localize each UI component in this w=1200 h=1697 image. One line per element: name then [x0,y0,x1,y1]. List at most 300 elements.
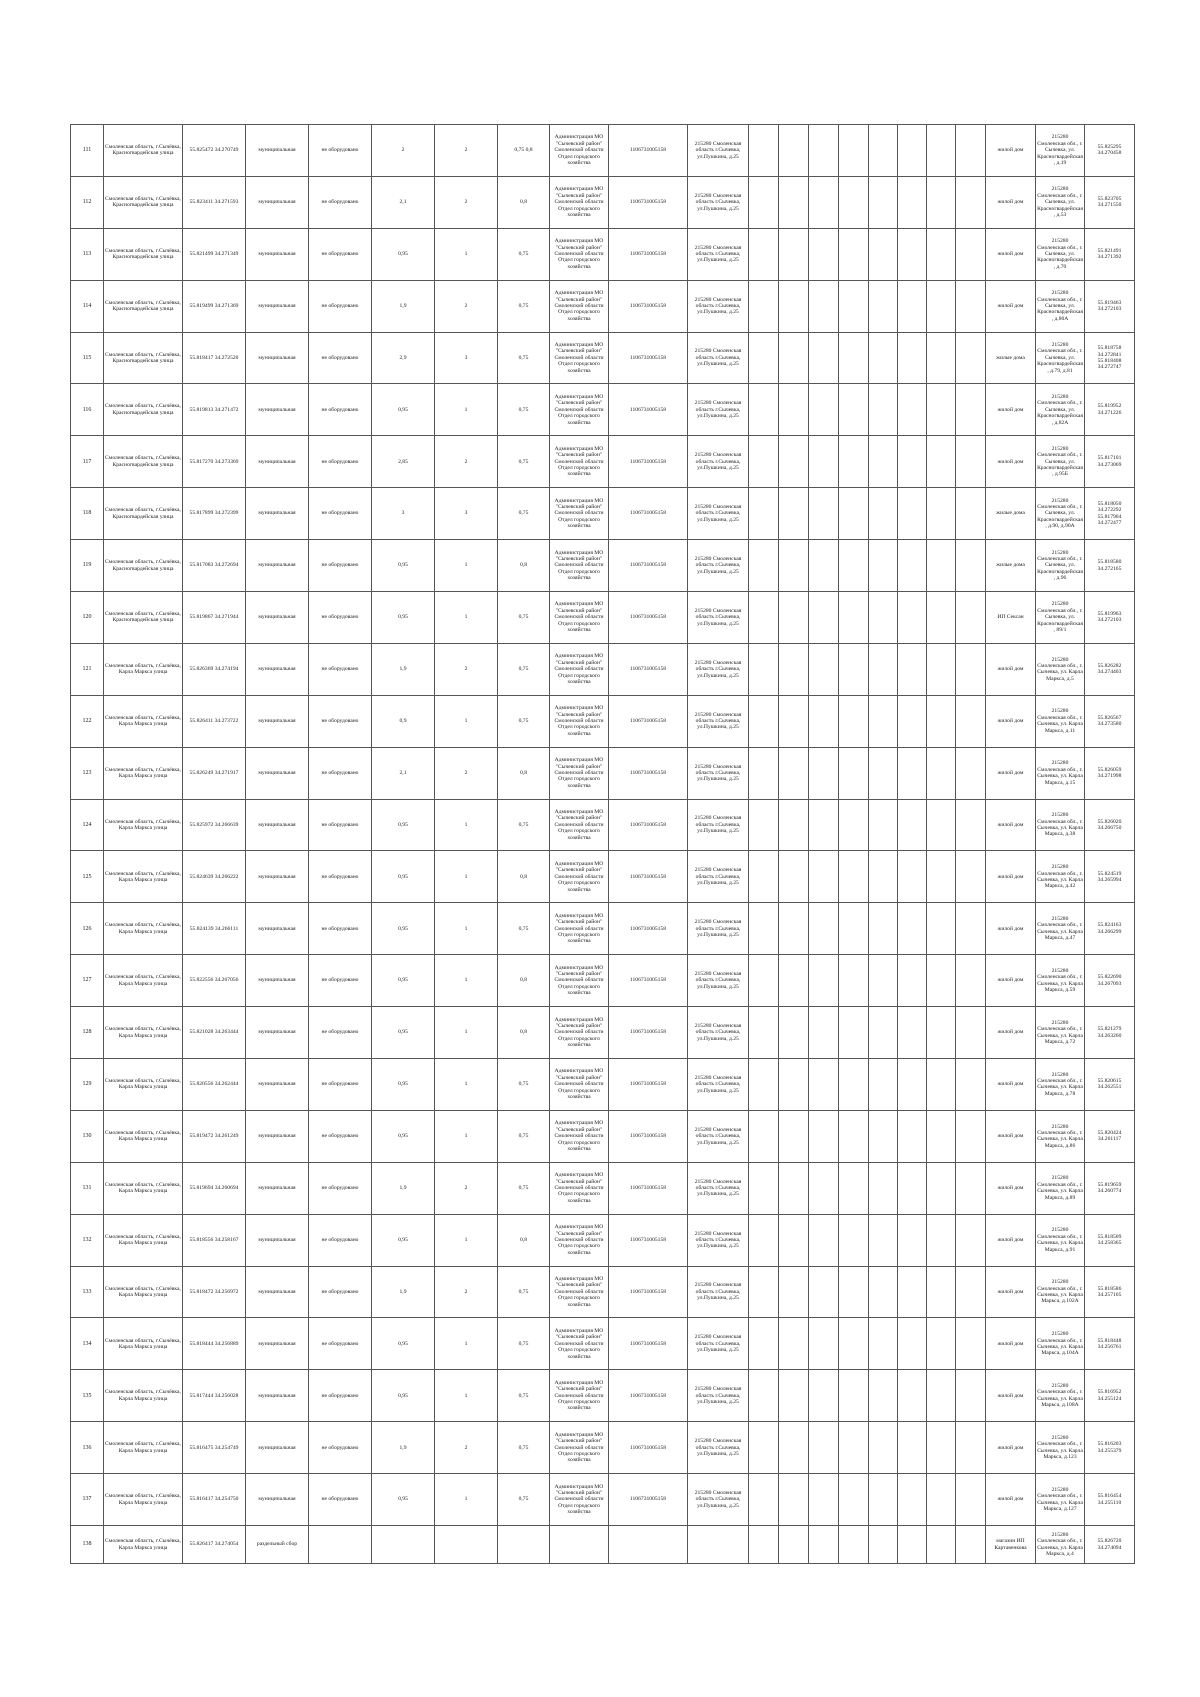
cell-number: 115 [71,332,104,384]
cell-ownership: муниципальная [246,643,309,695]
cell-owner-address: 215280 Смоленская область г.Сычевка, ул.Пушкина, д.25 [688,1266,749,1318]
cell-source-type: жилой дом [986,125,1036,177]
cell-owner-organization: Администрация МО "Сычевский район" Смоленской области Отдел городского хозяйства [550,436,609,488]
cell-empty [839,1059,869,1111]
cell-ogrn: 1106731005158 [609,903,688,955]
cell-empty [927,799,956,851]
cell-area: 2,1 [372,176,435,228]
cell-container-volume: 0,75 [498,1266,550,1318]
cell-empty [779,1110,809,1162]
cell-empty [809,1318,839,1370]
cell-empty [927,1422,956,1474]
cell-source-type: магазин ИП Картавенкова [986,1526,1036,1564]
cell-empty [749,1266,779,1318]
cell-source-coordinates: 55.816952 34.255124 [1085,1370,1135,1422]
cell-empty [927,1214,956,1266]
cell-container-volume: 0,75 [498,1059,550,1111]
cell-number: 113 [71,228,104,280]
cell-coordinates: 55.819813 34.271472 [183,384,246,436]
cell-empty [749,436,779,488]
cell-empty [869,228,898,280]
cell-owner-organization: Администрация МО "Сычевский район" Смоленской области Отдел городского хозяйства [550,1474,609,1526]
cell-empty [779,643,809,695]
cell-source-coordinates: 55.826282 34.274403 [1085,643,1135,695]
cell-surface: не оборудовано [309,643,372,695]
cell-source-type: жилой дом [986,1474,1036,1526]
cell-coordinates: 55.818556 34.258167 [183,1214,246,1266]
cell-ogrn: 1106731005158 [609,592,688,644]
cell-coordinates: 55.826417 34.274054 [183,1526,246,1564]
cell-source-coordinates: 55.818586 34.257105 [1085,1266,1135,1318]
cell-ownership: муниципальная [246,488,309,540]
cell-empty [956,903,986,955]
cell-empty [956,955,986,1007]
cell-address: Смоленская область, г.Сычёвка, Карла Маркса улица [104,1318,183,1370]
cell-owner-organization: Администрация МО "Сычевский район" Смоленской области Отдел городского хозяйства [550,332,609,384]
cell-source-coordinates: 55.824519 34.265994 [1085,851,1135,903]
cell-area: 0,95 [372,228,435,280]
cell-ownership: муниципальная [246,1474,309,1526]
cell-container-count: 2 [435,747,498,799]
cell-empty [749,280,779,332]
cell-empty [809,488,839,540]
cell-ogrn: 1106731005158 [609,695,688,747]
cell-surface: не оборудовано [309,332,372,384]
cell-empty [779,1474,809,1526]
register-table [70,124,1135,1564]
cell-empty [898,592,927,644]
cell-source-type: жилой дом [986,643,1036,695]
cell-ownership: муниципальная [246,1110,309,1162]
cell-empty [956,1526,986,1564]
cell-source-address: 215280 Смоленская обл., г. Сычевка, ул. Карла Маркса, д.108А [1036,1370,1085,1422]
cell-empty [749,1110,779,1162]
table-row [71,125,1135,177]
cell-container-count: 1 [435,228,498,280]
cell-empty [898,1110,927,1162]
cell-surface: не оборудовано [309,955,372,1007]
cell-source-address: 215280 Смоленская обл., г. Сычевка, ул. Красногвардейская, д.79, д.81 [1036,332,1085,384]
cell-empty [809,799,839,851]
cell-empty [809,747,839,799]
cell-container-count: 2 [435,1266,498,1318]
cell-ownership: муниципальная [246,384,309,436]
cell-area: 1,9 [372,280,435,332]
cell-empty [749,125,779,177]
cell-container-volume: 0,75 0,8 [498,125,550,177]
cell-source-type: жилой дом [986,695,1036,747]
cell-container-count: 1 [435,851,498,903]
cell-empty [809,851,839,903]
cell-owner-organization: Администрация МО "Сычевский район" Смоленской области Отдел городского хозяйства [550,592,609,644]
cell-ownership: муниципальная [246,1370,309,1422]
cell-surface: не оборудовано [309,747,372,799]
cell-empty [839,1526,869,1564]
cell-source-type: жилой дом [986,1318,1036,1370]
cell-surface: не оборудовано [309,125,372,177]
cell-container-count: 1 [435,1214,498,1266]
cell-empty [869,955,898,1007]
cell-owner-address: 215280 Смоленская область г.Сычевка, ул.Пушкина, д.25 [688,643,749,695]
cell-empty [779,176,809,228]
cell-owner-organization: Администрация МО "Сычевский район" Смоленской области Отдел городского хозяйства [550,384,609,436]
cell-owner-organization: Администрация МО "Сычевский район" Смоленской области Отдел городского хозяйства [550,176,609,228]
cell-empty [927,643,956,695]
cell-container-count [435,1526,498,1564]
cell-surface: не оборудовано [309,436,372,488]
cell-number: 135 [71,1370,104,1422]
cell-empty [749,955,779,1007]
cell-empty [809,280,839,332]
cell-owner-organization: Администрация МО "Сычевский район" Смоленской области Отдел городского хозяйства [550,747,609,799]
cell-empty [839,125,869,177]
cell-source-coordinates: 55.818580 34.272165 [1085,540,1135,592]
cell-ogrn: 1106731005158 [609,176,688,228]
cell-surface: не оборудовано [309,1214,372,1266]
cell-area: 0,95 [372,1214,435,1266]
cell-empty [779,332,809,384]
cell-source-coordinates: 55.821279 34.263260 [1085,1007,1135,1059]
cell-container-count: 1 [435,1007,498,1059]
cell-empty [809,1007,839,1059]
cell-coordinates: 55.826249 34.271917 [183,747,246,799]
cell-coordinates: 55.821499 34.271349 [183,228,246,280]
cell-number: 134 [71,1318,104,1370]
cell-address: Смоленская область, г.Сычёвка, Красногвардейская улица [104,176,183,228]
cell-empty [749,851,779,903]
cell-empty [779,747,809,799]
cell-empty [869,540,898,592]
cell-empty [839,747,869,799]
cell-ogrn: 1106731005158 [609,1318,688,1370]
cell-empty [956,1214,986,1266]
cell-number: 118 [71,488,104,540]
cell-empty [839,643,869,695]
cell-source-coordinates: 55.826059 34.271998 [1085,747,1135,799]
cell-empty [898,1370,927,1422]
cell-empty [779,1422,809,1474]
cell-number: 132 [71,1214,104,1266]
cell-surface: не оборудовано [309,384,372,436]
cell-owner-address: 215280 Смоленская область г.Сычевка, ул.Пушкина, д.25 [688,1474,749,1526]
cell-coordinates: 55.819499 34.271369 [183,280,246,332]
cell-owner-address: 215280 Смоленская область г.Сычевка, ул.Пушкина, д.25 [688,436,749,488]
cell-source-type: жилой дом [986,176,1036,228]
cell-coordinates: 55.822556 34.267056 [183,955,246,1007]
cell-empty [898,1266,927,1318]
cell-source-coordinates: 55.824163 34.266299 [1085,903,1135,955]
cell-ownership: муниципальная [246,1214,309,1266]
cell-empty [779,228,809,280]
cell-ogrn: 1106731005158 [609,332,688,384]
cell-ogrn: 1106731005158 [609,1266,688,1318]
cell-container-volume: 0,75 [498,488,550,540]
cell-empty [898,332,927,384]
cell-empty [869,851,898,903]
cell-empty [898,1422,927,1474]
cell-number: 112 [71,176,104,228]
cell-source-coordinates: 55.826567 34.273580 [1085,695,1135,747]
cell-area [372,1526,435,1564]
cell-owner-address: 215280 Смоленская область г.Сычевка, ул.Пушкина, д.25 [688,903,749,955]
cell-container-volume: 0,75 [498,436,550,488]
cell-empty [779,280,809,332]
cell-area: 0,95 [372,540,435,592]
cell-source-address: 215280 Смоленская обл., г. Сычевка, ул. Красногвардейская, д.95Б [1036,436,1085,488]
cell-empty [779,1266,809,1318]
cell-number: 111 [71,125,104,177]
cell-empty [869,1422,898,1474]
cell-surface: не оборудовано [309,799,372,851]
cell-owner-organization: Администрация МО "Сычевский район" Смоленской области Отдел городского хозяйства [550,125,609,177]
cell-empty [779,592,809,644]
cell-source-address: 215280 Смоленская обл., г. Сычевка, ул. Карла Маркса, д.5 [1036,643,1085,695]
cell-empty [809,1422,839,1474]
cell-coordinates: 55.821028 34.263444 [183,1007,246,1059]
cell-owner-address: 215280 Смоленская область г.Сычевка, ул.Пушкина, д.25 [688,384,749,436]
cell-empty [779,436,809,488]
cell-empty [956,851,986,903]
cell-empty [869,695,898,747]
cell-owner-address: 215280 Смоленская область г.Сычевка, ул.Пушкина, д.25 [688,1007,749,1059]
cell-empty [898,436,927,488]
cell-container-count: 1 [435,592,498,644]
cell-address: Смоленская область, г.Сычёвка, Карла Маркса улица [104,955,183,1007]
cell-container-volume: 0,75 [498,1422,550,1474]
cell-coordinates: 55.820556 34.262444 [183,1059,246,1111]
cell-container-volume: 0,75 [498,332,550,384]
cell-ownership: муниципальная [246,592,309,644]
cell-area: 0,95 [372,1370,435,1422]
cell-empty [779,1007,809,1059]
cell-area: 2,85 [372,436,435,488]
cell-empty [839,1162,869,1214]
cell-empty [956,1370,986,1422]
cell-empty [927,1110,956,1162]
cell-container-volume: 0,75 [498,799,550,851]
cell-empty [839,488,869,540]
cell-ownership: муниципальная [246,695,309,747]
cell-empty [839,384,869,436]
cell-source-type: жилые дома [986,332,1036,384]
cell-surface: не оборудовано [309,695,372,747]
cell-owner-organization: Администрация МО "Сычевский район" Смоленской области Отдел городского хозяйства [550,1059,609,1111]
table-row [71,747,1135,799]
cell-coordinates: 55.819867 34.271944 [183,592,246,644]
cell-address: Смоленская область, г.Сычёвка, Карла Маркса улица [104,1370,183,1422]
table-row [71,1214,1135,1266]
cell-source-address: 215280 Смоленская обл., г. Сычевка, ул. Карла Маркса, д.123 [1036,1422,1085,1474]
cell-owner-organization: Администрация МО "Сычевский район" Смоленской области Отдел городского хозяйства [550,851,609,903]
cell-ownership: муниципальная [246,1059,309,1111]
cell-empty [869,332,898,384]
cell-owner-address [688,1526,749,1564]
cell-surface [309,1526,372,1564]
cell-ogrn: 1106731005158 [609,851,688,903]
cell-empty [749,643,779,695]
cell-source-coordinates: 55.816454 34.255110 [1085,1474,1135,1526]
table-row [71,643,1135,695]
cell-empty [927,903,956,955]
cell-empty [779,695,809,747]
cell-empty [749,1059,779,1111]
table-row [71,955,1135,1007]
cell-empty [898,280,927,332]
table-row [71,228,1135,280]
cell-source-coordinates: 55.823705 34.271550 [1085,176,1135,228]
cell-address: Смоленская область, г.Сычёвка, Карла Маркса улица [104,1266,183,1318]
cell-container-count: 2 [435,1422,498,1474]
cell-source-type: жилой дом [986,1214,1036,1266]
cell-area: 2,1 [372,747,435,799]
cell-container-count: 1 [435,384,498,436]
cell-owner-address: 215280 Смоленская область г.Сычевка, ул.Пушкина, д.25 [688,695,749,747]
cell-number: 121 [71,643,104,695]
cell-empty [779,955,809,1007]
cell-source-coordinates: 55.825295 34.270458 [1085,125,1135,177]
cell-empty [898,540,927,592]
table-row [71,280,1135,332]
cell-number: 127 [71,955,104,1007]
cell-address: Смоленская область, г.Сычёвка, Карла Маркса улица [104,1422,183,1474]
cell-empty [927,280,956,332]
cell-owner-address: 215280 Смоленская область г.Сычевка, ул.Пушкина, д.25 [688,747,749,799]
cell-address: Смоленская область, г.Сычёвка, Красногвардейская улица [104,228,183,280]
cell-address: Смоленская область, г.Сычёвка, Карла Маркса улица [104,1059,183,1111]
cell-source-coordinates: 55.819463 34.272103 [1085,280,1135,332]
cell-container-count: 3 [435,488,498,540]
cell-owner-organization: Администрация МО "Сычевский район" Смоленской области Отдел городского хозяйства [550,1162,609,1214]
cell-ogrn: 1106731005158 [609,488,688,540]
cell-container-count: 1 [435,1318,498,1370]
cell-container-volume: 0,75 [498,1110,550,1162]
cell-empty [956,643,986,695]
cell-address: Смоленская область, г.Сычёвка, Карла Маркса улица [104,747,183,799]
table-row [71,1318,1135,1370]
cell-empty [749,488,779,540]
cell-empty [809,1474,839,1526]
cell-surface: не оборудовано [309,1110,372,1162]
table-row [71,436,1135,488]
cell-ownership: муниципальная [246,747,309,799]
cell-address: Смоленская область, г.Сычёвка, Карла Маркса улица [104,1110,183,1162]
table-row [71,592,1135,644]
cell-container-volume: 0,75 [498,384,550,436]
cell-owner-organization: Администрация МО "Сычевский район" Смоленской области Отдел городского хозяйства [550,799,609,851]
cell-empty [956,1318,986,1370]
cell-ogrn: 1106731005158 [609,384,688,436]
cell-ogrn: 1106731005158 [609,1059,688,1111]
cell-ogrn: 1106731005158 [609,1162,688,1214]
cell-container-volume [498,1526,550,1564]
cell-surface: не оборудовано [309,1422,372,1474]
cell-source-address: 215280 Смоленская обл., г. Сычевка, ул. Карла Маркса, д.102А [1036,1266,1085,1318]
cell-empty [956,540,986,592]
cell-container-volume: 0,8 [498,176,550,228]
cell-source-address: 215280 Смоленская обл., г. Сычевка, ул. Карла Маркса, д.4 [1036,1526,1085,1564]
cell-coordinates: 55.818472 34.256972 [183,1266,246,1318]
cell-container-count: 1 [435,540,498,592]
cell-source-type: жилой дом [986,1266,1036,1318]
cell-empty [927,125,956,177]
cell-empty [956,1474,986,1526]
cell-empty [779,488,809,540]
cell-empty [749,695,779,747]
cell-source-coordinates: 55.826020 34.266750 [1085,799,1135,851]
cell-empty [809,1266,839,1318]
cell-number: 117 [71,436,104,488]
cell-address: Смоленская область, г.Сычёвка, Карла Маркса улица [104,799,183,851]
cell-owner-address: 215280 Смоленская область г.Сычевка, ул.Пушкина, д.25 [688,332,749,384]
cell-address: Смоленская область, г.Сычёвка, Красногвардейская улица [104,436,183,488]
cell-empty [927,1266,956,1318]
cell-empty [956,488,986,540]
cell-address: Смоленская область, г.Сычёвка, Карла Маркса улица [104,903,183,955]
cell-ownership: муниципальная [246,1422,309,1474]
cell-container-count: 3 [435,332,498,384]
cell-empty [898,695,927,747]
cell-surface: не оборудовано [309,592,372,644]
cell-surface: не оборудовано [309,488,372,540]
table-row [71,1266,1135,1318]
cell-address: Смоленская область, г.Сычёвка, Красногвардейская улица [104,592,183,644]
cell-empty [869,1007,898,1059]
cell-coordinates: 55.817270 34.273369 [183,436,246,488]
cell-empty [839,332,869,384]
cell-ownership: муниципальная [246,799,309,851]
cell-empty [839,851,869,903]
cell-owner-address: 215280 Смоленская область г.Сычевка, ул.Пушкина, д.25 [688,176,749,228]
cell-ogrn: 1106731005158 [609,799,688,851]
cell-container-count: 2 [435,643,498,695]
cell-source-type: жилые дома [986,488,1036,540]
cell-ogrn: 1106731005158 [609,955,688,1007]
cell-empty [869,1162,898,1214]
cell-empty [749,1162,779,1214]
cell-area: 0,95 [372,592,435,644]
cell-area: 0,95 [372,1474,435,1526]
cell-ownership: муниципальная [246,851,309,903]
cell-number: 122 [71,695,104,747]
cell-container-count: 2 [435,280,498,332]
register-table-body [71,125,1135,1564]
cell-ownership: муниципальная [246,332,309,384]
cell-ownership: муниципальная [246,1318,309,1370]
cell-address: Смоленская область, г.Сычёвка, Карла Маркса улица [104,1474,183,1526]
cell-source-type: жилой дом [986,851,1036,903]
cell-empty [809,1110,839,1162]
table-row [71,176,1135,228]
cell-number: 128 [71,1007,104,1059]
cell-ownership: муниципальная [246,228,309,280]
cell-source-coordinates: 55.818509 34.258365 [1085,1214,1135,1266]
cell-address: Смоленская область, г.Сычёвка, Красногвардейская улица [104,540,183,592]
cell-owner-address: 215280 Смоленская область г.Сычевка, ул.Пушкина, д.25 [688,1059,749,1111]
cell-area: 1,9 [372,1422,435,1474]
cell-empty [779,384,809,436]
cell-source-address: 215280 Смоленская обл., г. Сычевка, ул. Красногвардейская, д.80А [1036,280,1085,332]
cell-owner-address: 215280 Смоленская область г.Сычевка, ул.Пушкина, д.25 [688,1162,749,1214]
cell-empty [839,955,869,1007]
cell-container-volume: 0,8 [498,955,550,1007]
cell-coordinates: 55.819472 34.261249 [183,1110,246,1162]
cell-empty [898,1059,927,1111]
cell-address: Смоленская область, г.Сычёвка, Красногвардейская улица [104,332,183,384]
cell-container-count: 1 [435,799,498,851]
cell-empty [809,1370,839,1422]
cell-empty [839,903,869,955]
cell-empty [809,955,839,1007]
